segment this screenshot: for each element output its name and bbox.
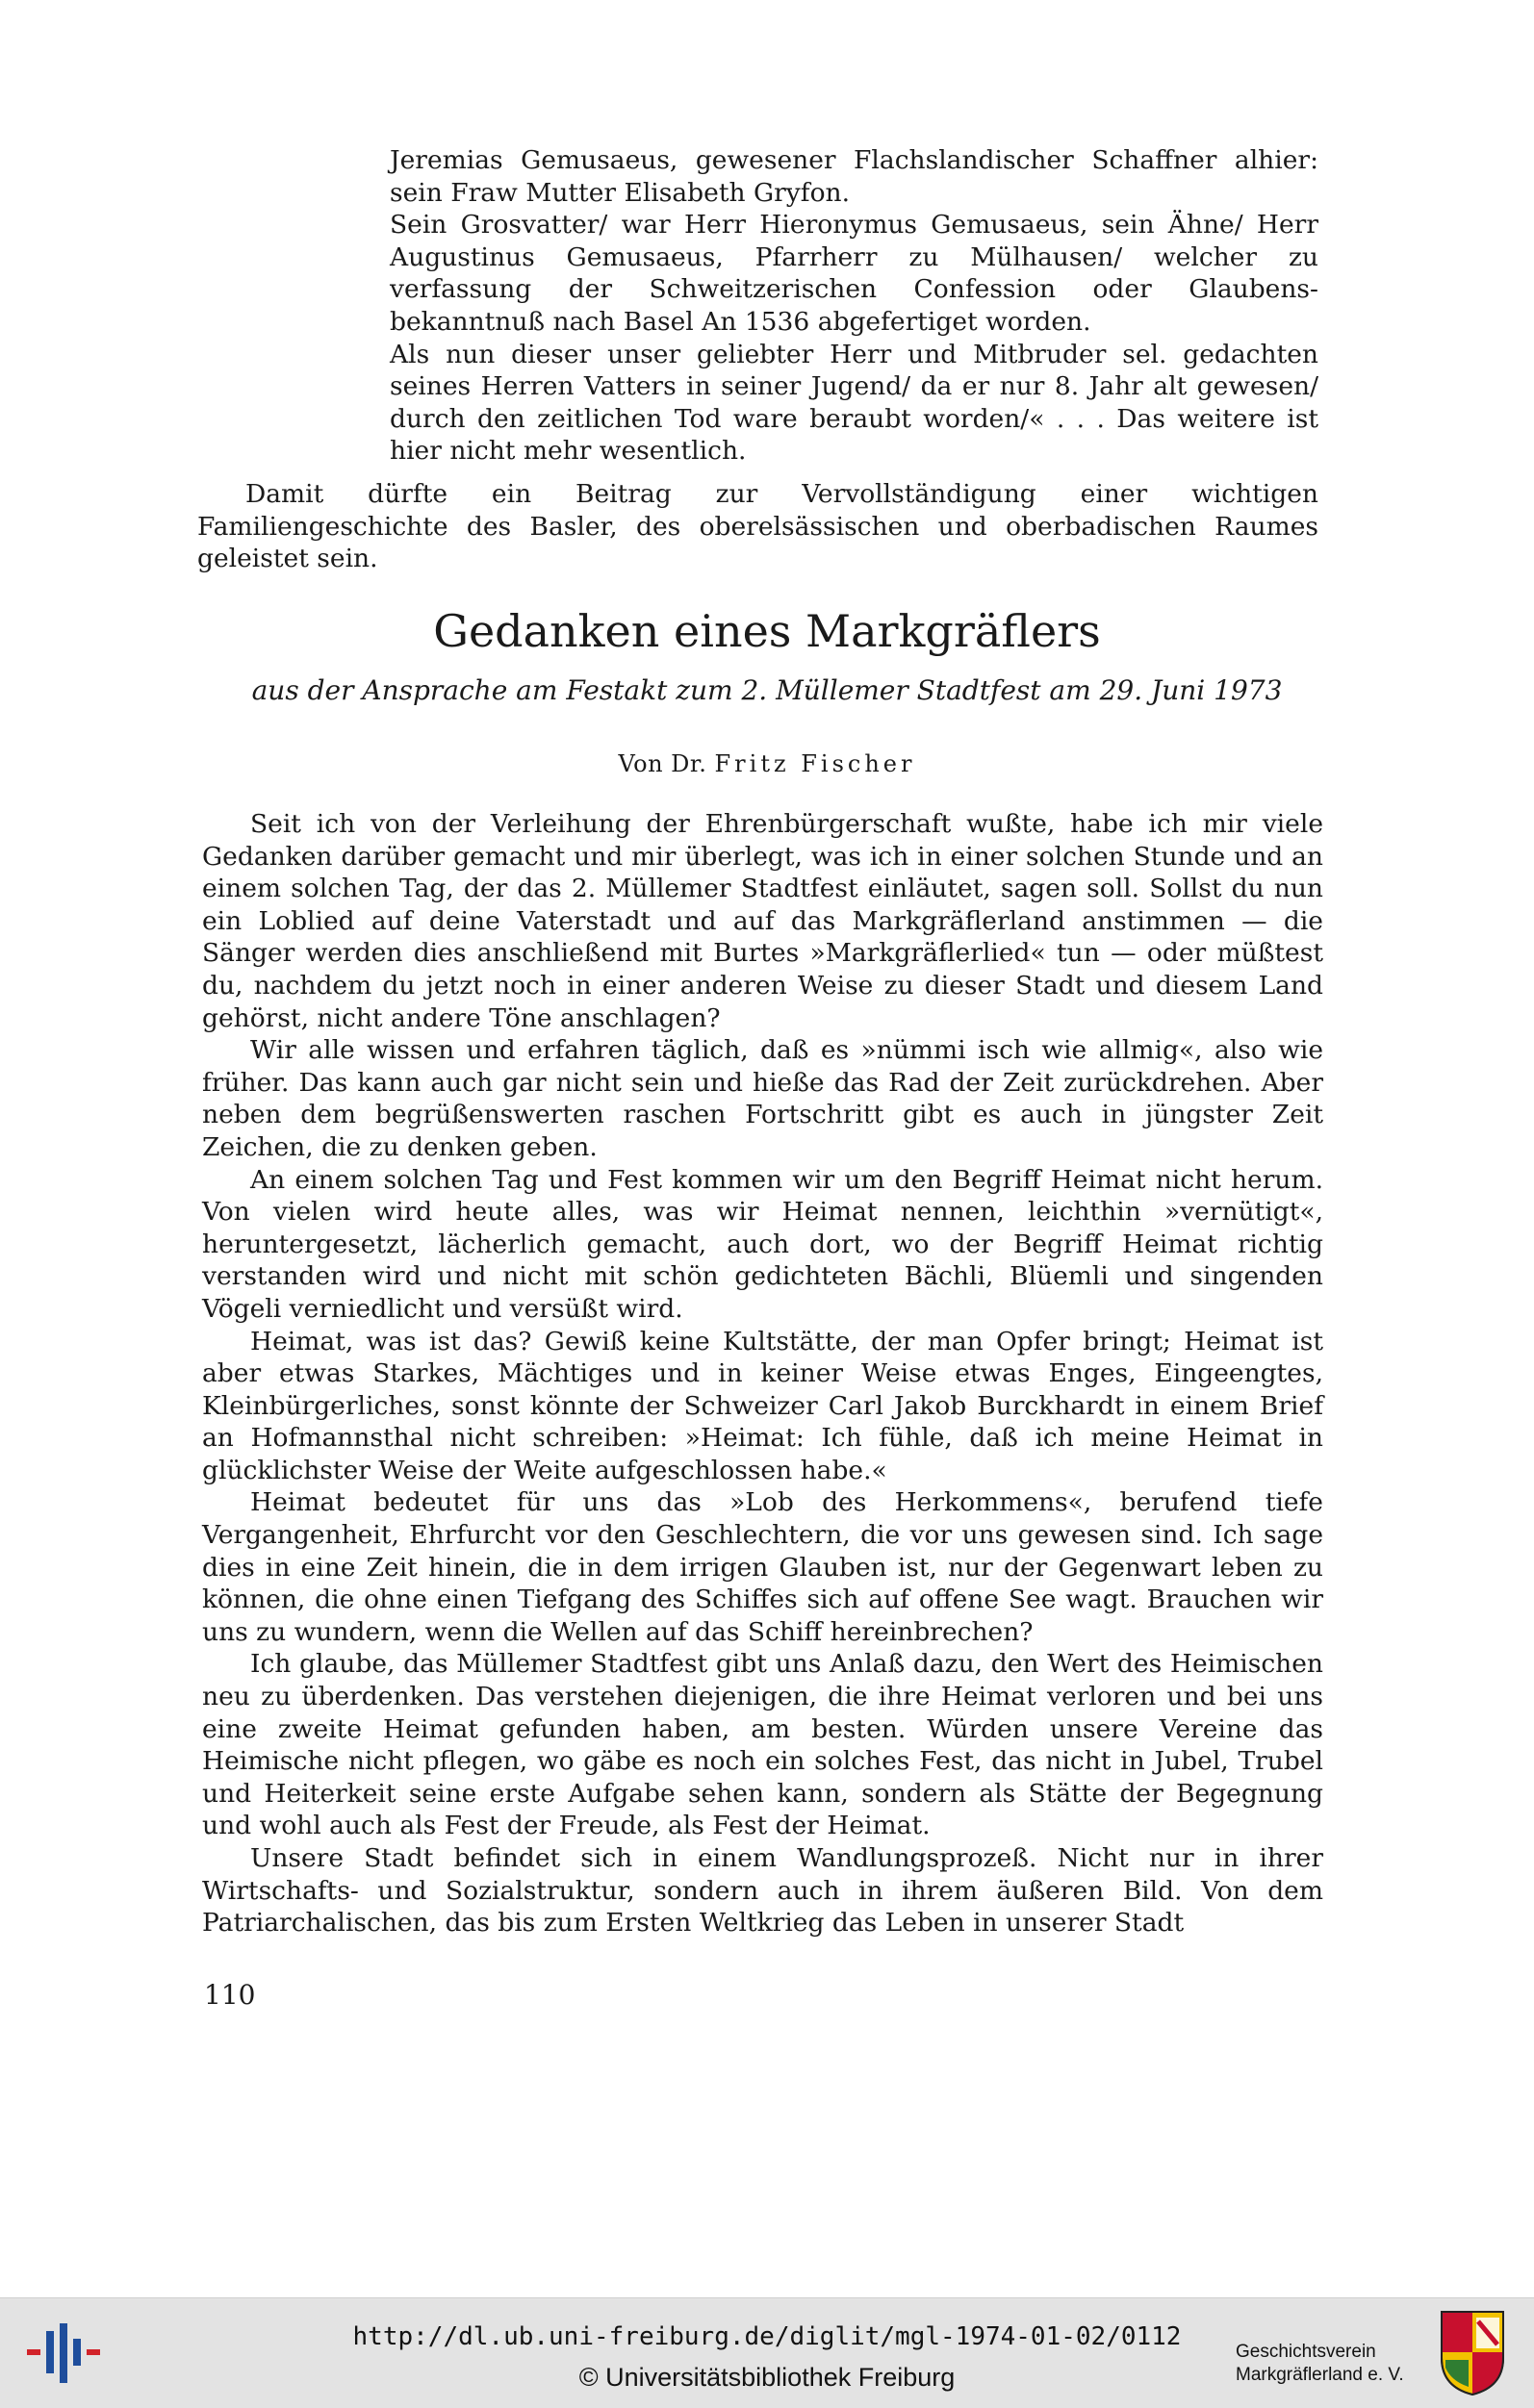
society-name-line: Geschichtsverein: [1236, 2342, 1376, 2362]
article-paragraph: Heimat, was ist das? Gewiß keine Kultstätte, der man Opfer bringt; Heimat ist aber etwas Starkes, Mächtiges und in keiner Weise etwas Enges, Eingeengtes, Kleinbürgerliches, sonst könnte der Schweizer Carl Jakob Burckhardt in einem Brief an Hofmannsthal nicht schreiben: »Heimat: Ich fühle, daß ich meine Heimat in glücklichster Weise der Weite aufgeschlossen habe.«: [202, 1326, 1323, 1485]
closing-paragraph-block: [197, 478, 1318, 575]
article-paragraph: Heimat bedeutet für uns das »Lob des Herkommens«, berufend tiefe Vergangenheit, Ehrfurcht vor den Geschlechtern, die vor uns gewesen sind. Ich sage dies in eine Zeit hinein, die in dem irrigen Glauben ist, nur der Gegenwart leben zu können, die ohne einen Tiefgang des Schiffes sich auf offene See wagt. Brauchen wir uns zu wundern, wenn die Wellen auf das Schiff hereinbrechen?: [202, 1487, 1323, 1647]
article-paragraph: Seit ich von der Verleihung der Ehrenbürgerschaft wußte, habe ich mir viele Gedanken darüber gemacht und mir überlegt, was ich in einer solchen Stunde und an einem solchen Tag, der das 2. Müllemer Stadtfest einläutet, sagen soll. Sollst du nun ein Loblied auf deine Vaterstadt und auf das Markgräflerland anstimmen — die Sänger werden dies anschließend mit Burtes »Markgräflerlied« tun — oder müßtest du, nachdem du jetzt noch in einer anderen Weise zu dieser Stadt und diesem Land gehörst, nicht andere Töne anschlagen?: [202, 809, 1323, 1033]
author-prefix: Von Dr.: [618, 750, 707, 777]
closing-paragraph: Damit dürfte ein Beitrag zur Vervollständigung einer wichtigen Familiengeschichte des Basler, des oberelsässischen und oberbadischen Raumes geleistet sein.: [197, 479, 1318, 574]
article-paragraph: Ich glaube, das Müllemer Stadtfest gibt uns Anlaß dazu, den Wert des Heimischen neu zu überdenken. Das verstehen diejenigen, die ihre Heimat verloren und bei uns eine zweite Heimat gefunden haben, am besten. Würden unsere Vereine das Heimische nicht pflegen, wo gäbe es noch ein solches Fest, das nicht in Jubel, Trubel und Heiterkeit seine erste Aufgabe sehen kann, sondern als Stätte der Begegnung und wohl auch als Fest der Freude, als Fest der Heimat.: [202, 1649, 1323, 1841]
society-name: [1236, 2341, 1447, 2387]
document-url-link[interactable]: http://dl.ub.uni-freiburg.de/diglit/mgl-1974-01-02/0112: [352, 2322, 1182, 2351]
author-name: Fritz Fischer: [714, 750, 916, 777]
page-number: 110: [204, 1979, 256, 2011]
article-paragraph: Wir alle wissen und erfahren täglich, daß es »nümmi isch wie allmig«, also wie früher. Das kann auch gar nicht sein und hieße das Rad der Zeit zurückdrehen. Aber neben dem begrüßenswerten raschen Fortschritt gibt es auch in jüngster Zeit Zeichen, die zu denken geben.: [202, 1035, 1323, 1162]
quote-paragraph: Sein Grosvatter/ war Herr Hieronymus Gemusaeus, sein Ähne/ Herr Augustinus Gemusaeus, Pfarrherr zu Mülhausen/ welcher zu verfassung der Schweitzerischen Confession oder Glaubens-bekanntnuß nach Basel An 1536 abgefertiget worden.: [390, 210, 1318, 337]
article-subtitle: aus der Ansprache am Festakt zum 2. Müllemer Stadtfest am 29. Juni 1973: [251, 674, 1283, 706]
article-author: [0, 748, 1534, 779]
article-body: [202, 808, 1323, 1939]
article-paragraph: An einem solchen Tag und Fest kommen wir um den Begriff Heimat nicht herum. Von vielen wird heute alles, was wir Heimat nennen, leichthin »vernütigt«, heruntergesetzt, lächerlich gemacht, auch dort, wo der Begriff Heimat richtig verstanden wird und nicht mit schön gedichteten Bächli, Blüemli und singenden Vögeli verniedlicht und versüßt wird.: [202, 1164, 1323, 1324]
article-paragraph: Unsere Stadt befindet sich in einem Wandlungsprozeß. Nicht nur in ihrer Wirtschafts- und Sozialstruktur, sondern auch in ihrem äußeren Bild. Von dem Patriarchalischen, das bis zum Ersten Weltkrieg das Leben in unserer Stadt: [202, 1843, 1323, 1939]
coat-of-arms-icon: [1440, 2310, 1505, 2396]
quote-paragraph: Als nun dieser unser geliebter Herr und Mitbruder sel. gedachten seines Herren Vatters in seiner Jugend/ da er nur 8. Jahr alt gewesen/ durch den zeitlichen Tod ware beraubt worden/« . . . Das weitere ist hier nicht mehr wesentlich.: [390, 339, 1318, 467]
copyright-notice: © Universitätsbibliothek Freiburg: [578, 2363, 956, 2392]
viewer-footer: [0, 2297, 1534, 2408]
society-name-line: Markgräflerland e. V.: [1236, 2365, 1404, 2385]
quote-paragraph: Jeremias Gemusaeus, gewesener Flachslandischer Schaffner alhier: sein Fraw Mutter Elisabeth Gryfon.: [390, 145, 1318, 208]
article-title: Gedanken eines Markgräflers: [433, 605, 1101, 657]
quoted-passage: [390, 144, 1318, 468]
